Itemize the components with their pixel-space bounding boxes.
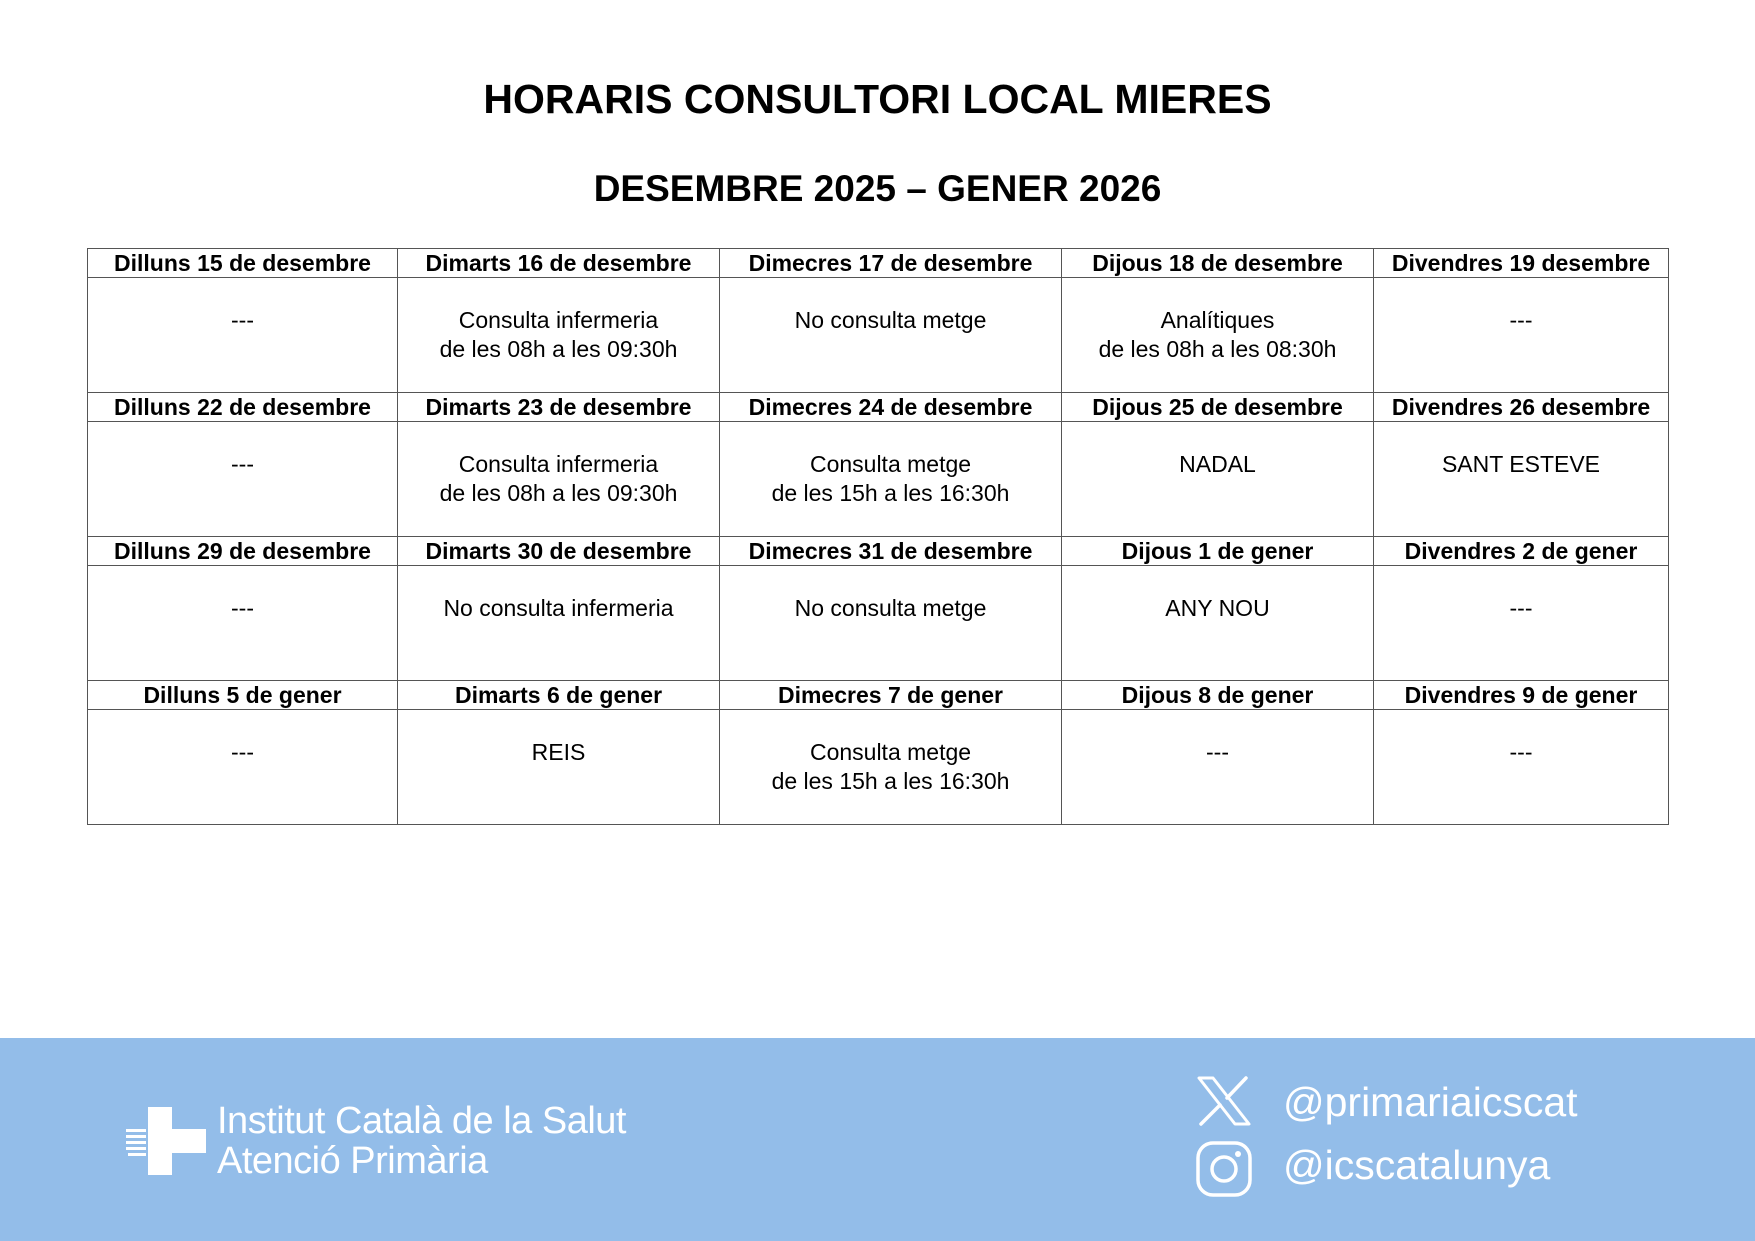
schedule-line: de les 15h a les 16:30h (771, 480, 1010, 506)
schedule-line: NADAL (1179, 451, 1256, 477)
schedule-line: de les 08h a les 09:30h (439, 336, 678, 362)
schedule-line: --- (1206, 739, 1229, 765)
day-schedule-cell (720, 710, 1062, 825)
schedule-line: Consulta infermeria (458, 307, 659, 333)
schedule-line: REIS (531, 739, 586, 765)
schedule-line: --- (1509, 307, 1533, 333)
x-handle-link[interactable]: @primariaicscat (1283, 1079, 1578, 1125)
day-schedule-cell (398, 710, 720, 825)
schedule-line: --- (231, 595, 254, 621)
day-schedule-cell (720, 422, 1062, 537)
instagram-handle-link[interactable]: @icscatalunya (1283, 1142, 1551, 1188)
day-header: Dilluns 15 de desembre (88, 249, 398, 278)
week-body-row (88, 422, 1669, 537)
schedule-line: de les 08h a les 08:30h (1098, 336, 1337, 362)
day-header: Dijous 8 de gener (1062, 681, 1374, 710)
schedule-line: Analítiques (1160, 307, 1275, 333)
organization-line-2: Atenció Primària (217, 1140, 488, 1182)
schedule-line: No consulta infermeria (443, 595, 674, 621)
day-header: Divendres 9 de gener (1374, 681, 1669, 710)
day-header: Dijous 1 de gener (1062, 537, 1374, 566)
instagram-icon (1195, 1140, 1253, 1198)
week-body-row (88, 566, 1669, 681)
schedule-line: No consulta metge (794, 595, 987, 621)
day-header: Dilluns 5 de gener (88, 681, 398, 710)
day-header: Dimecres 31 de desembre (720, 537, 1062, 566)
day-schedule-cell (720, 278, 1062, 393)
schedule-line: No consulta metge (794, 307, 987, 333)
day-schedule-cell (1374, 422, 1669, 537)
schedule-line: --- (231, 451, 254, 477)
day-schedule-cell (1062, 710, 1374, 825)
day-schedule-cell (88, 710, 398, 825)
day-header: Dijous 18 de desembre (1062, 249, 1374, 278)
schedule-line: de les 08h a les 09:30h (439, 480, 678, 506)
day-schedule-cell (398, 566, 720, 681)
week-header-row (88, 537, 1669, 566)
x-logo-icon (1196, 1076, 1252, 1126)
schedule-line: SANT ESTEVE (1441, 451, 1601, 477)
day-header: Dimarts 23 de desembre (398, 393, 720, 422)
schedule-line: --- (1509, 595, 1533, 621)
day-header: Divendres 19 desembre (1374, 249, 1669, 278)
schedule-line: de les 15h a les 16:30h (771, 768, 1010, 794)
day-schedule-cell (88, 566, 398, 681)
day-header: Dimecres 17 de desembre (720, 249, 1062, 278)
day-header: Divendres 2 de gener (1374, 537, 1669, 566)
day-header: Dimarts 16 de desembre (398, 249, 720, 278)
day-header: Dilluns 22 de desembre (88, 393, 398, 422)
week-header-row (88, 393, 1669, 422)
day-header: Dijous 25 de desembre (1062, 393, 1374, 422)
day-header: Dimarts 30 de desembre (398, 537, 720, 566)
day-header: Dimecres 7 de gener (720, 681, 1062, 710)
week-header-row (88, 681, 1669, 710)
day-schedule-cell (398, 278, 720, 393)
organization-line-1: Institut Català de la Salut (217, 1100, 626, 1142)
day-schedule-cell (88, 278, 398, 393)
schedule-line: Consulta metge (809, 451, 972, 477)
day-schedule-cell (1062, 566, 1374, 681)
schedule-line: Consulta metge (809, 739, 972, 765)
day-schedule-cell (398, 422, 720, 537)
week-body-row (88, 278, 1669, 393)
page-subtitle: DESEMBRE 2025 – GENER 2026 (593, 168, 1162, 209)
day-schedule-cell (88, 422, 398, 537)
schedule-line: --- (1509, 739, 1533, 765)
day-schedule-cell (1062, 278, 1374, 393)
day-header: Dimecres 24 de desembre (720, 393, 1062, 422)
day-schedule-cell (720, 566, 1062, 681)
schedule-table (87, 248, 1669, 825)
day-schedule-cell (1062, 422, 1374, 537)
organization-name (217, 1101, 626, 1181)
ics-cross-logo (126, 1107, 206, 1175)
schedule-line: ANY NOU (1165, 595, 1270, 621)
schedule-line: Consulta infermeria (458, 451, 659, 477)
day-schedule-cell (1374, 710, 1669, 825)
day-header: Dilluns 29 de desembre (88, 537, 398, 566)
week-header-row (88, 249, 1669, 278)
schedule-line: --- (231, 307, 254, 333)
day-header: Dimarts 6 de gener (398, 681, 720, 710)
page-title: HORARIS CONSULTORI LOCAL MIERES (483, 76, 1272, 122)
day-schedule-cell (1374, 566, 1669, 681)
day-schedule-cell (1374, 278, 1669, 393)
week-body-row (88, 710, 1669, 825)
day-header: Divendres 26 desembre (1374, 393, 1669, 422)
schedule-line: --- (231, 739, 254, 765)
